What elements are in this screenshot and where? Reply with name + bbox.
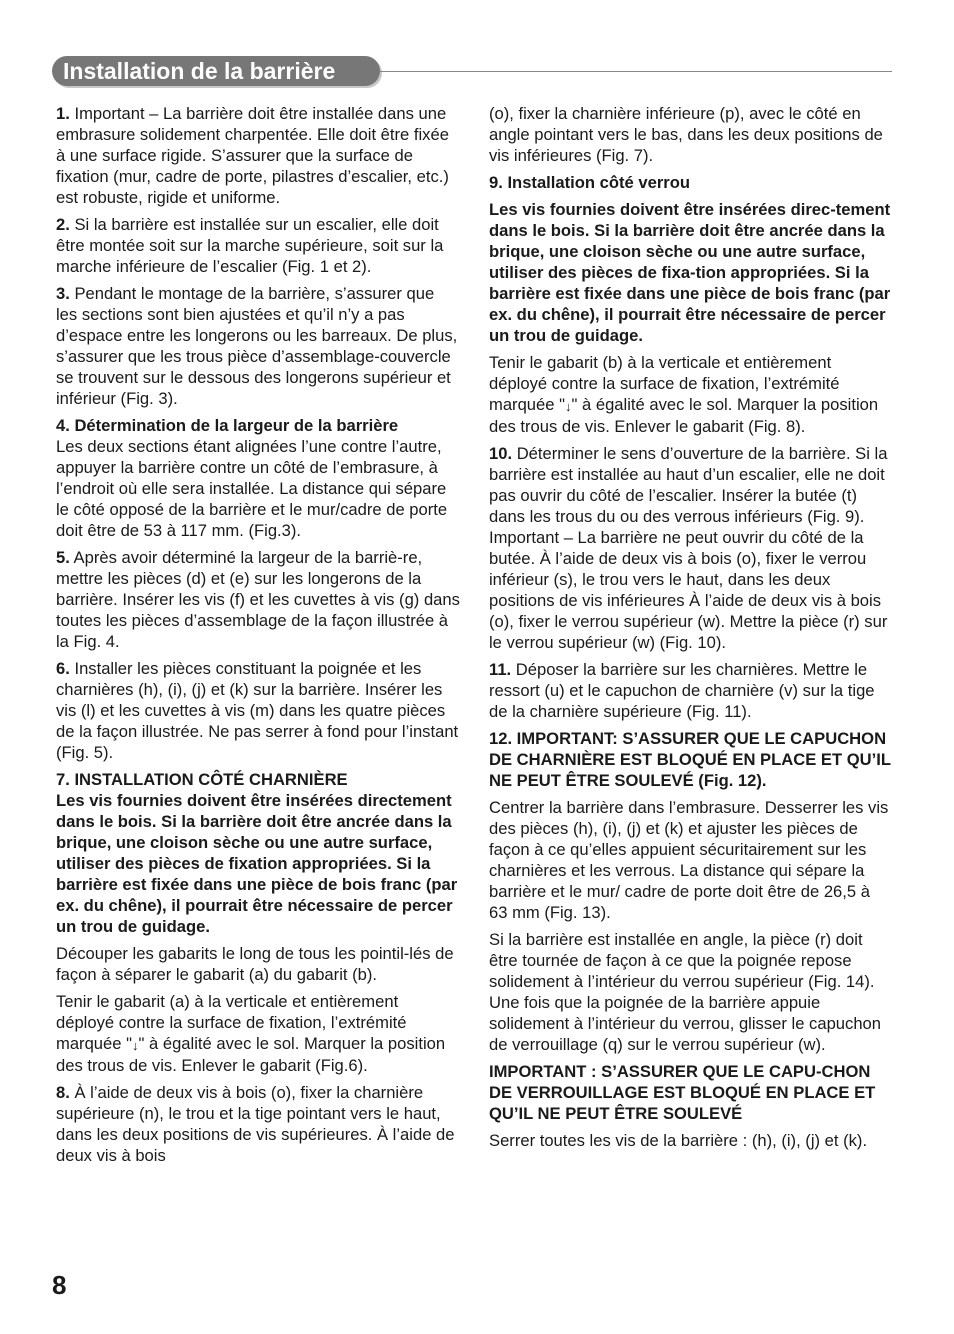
step-text: À l’aide de deux vis à bois (o), fixer la charnière supérieure (n), le trou et la tige pointant vers le haut, dans les deux positions de vis supérieures. À l’aide de deux vis à bois: [56, 1083, 455, 1165]
step-text: Tenir le gabarit (b) à la verticale et entièrement déployé contre la surface de fixation, l’extrémité marquée ": [489, 353, 840, 414]
step-number: 3.: [56, 284, 70, 303]
step-text: Tenir le gabarit (a) à la verticale et entièrement déployé contre la surface de fixation, l’extrémité marquée ": [56, 992, 407, 1053]
down-arrow-icon: ↓: [132, 1038, 139, 1053]
step-9-warning: Les vis fournies doivent être insérées direc-tement dans le bois. Si la barrière doit être ancrée dans la brique, une cloison sèche ou une autre surface, utiliser des pièces de fixa-tion appropriées. Si la barrière est fixée dans une pièce de bois franc (par ex. du chêne), il pourrait être nécessaire de percer un trou de guidage.: [489, 200, 891, 345]
step-number: 1.: [56, 104, 70, 123]
step-12-centering: Centrer la barrière dans l’embrasure. Desserrer les vis des pièces (h), (i), (j) et (k) et ajuster les pièces de façon à ce qu’elles appuient sécuritairement sur les charnières et les verrous. La distance qui sépare la barrière et le mur/ cadre de porte doit être de 26,5 à 63 mm (Fig. 13).: [489, 798, 889, 922]
step-heading: 9. Installation côté verrou: [489, 173, 691, 192]
step-number: 10.: [489, 444, 513, 463]
step-text: Installer les pièces constituant la poignée et les charnières (h), (i), (j) et (k) sur la barrière. Insérer les vis (l) et les cuvettes à vis (m) dans les quatre pièces de la façon illustrée. Ne pas serrer à fond pour l’instant (Fig. 5).: [56, 659, 459, 762]
step-5: [56, 547, 460, 652]
section-header: [52, 56, 892, 86]
step-text: Pendant le montage de la barrière, s’assurer que les sections sont bien ajustées et qu’il n’y a pas d’espace entre les longerons ou les barreaux. De plus, s’assurer que les trous pièce d’assemblage-couvercle se trouvent sur le dessous des longerons supérieur et inférieur (Fig. 3).: [56, 284, 458, 408]
step-warning: Les vis fournies doivent être insérées directement dans le bois. Si la barrière doit être ancrée dans la brique, une cloison sèche ou une autre surface, utiliser des pièces de fixation appropriées. Si la barrière est fixée dans une pièce de bois franc (par ex. du chêne), il pourrait être nécessaire de percer un trou de guidage.: [56, 791, 458, 936]
step-heading: 4. Détermination de la largeur de la barrière: [56, 416, 399, 435]
step-3: [56, 283, 460, 409]
step-1: [56, 103, 460, 208]
step-number: 2.: [56, 215, 70, 234]
step-10: [489, 443, 893, 653]
important-notice: IMPORTANT : S’ASSURER QUE LE CAPU-CHON DE VERROUILLAGE EST BLOQUÉ EN PLACE ET QU’IL NE PEUT ÊTRE SOULEVÉ: [489, 1062, 876, 1123]
step-6: [56, 658, 460, 763]
header-rule: [380, 71, 892, 72]
step-text: Déposer la barrière sur les charnières. Mettre le ressort (u) et le capuchon de charnière (v) sur la tige de la charnière supérieure (Fig. 11).: [489, 660, 875, 721]
step-text: Si la barrière est installée sur un escalier, elle doit être montée soit sur la marche supérieure, soit sur la marche inférieure de l’escalier (Fig. 1 et 2).: [56, 215, 444, 276]
title-tab: [52, 56, 380, 86]
step-number: 5.: [56, 548, 70, 567]
left-column: [56, 103, 460, 1172]
step-8: [56, 1082, 460, 1166]
step-number: 6.: [56, 659, 70, 678]
step-7: [56, 769, 460, 937]
step-11: [489, 659, 893, 722]
step-12-angle: Si la barrière est installée en angle, la pièce (r) doit être tournée de façon à ce que la poignée repose solidement à l’intérieur du verrou supérieur (Fig. 14). Une fois que la poignée de la barrière appuie solidement à l’intérieur du verrou, glisser le capuchon de verrouillage (q) sur le verrou supérieur (w).: [489, 930, 882, 1054]
step-7-cut-templates: Découper les gabarits le long de tous les pointil-lés de façon à séparer le gabarit (a) du gabarit (b).: [56, 944, 454, 984]
step-7-template-a: [56, 991, 460, 1076]
step-heading: 7. INSTALLATION CÔTÉ CHARNIÈRE: [56, 770, 348, 789]
page-number: 8: [52, 1270, 67, 1300]
page-title: Installation de la barrière: [63, 58, 336, 84]
step-text: Déterminer le sens d’ouverture de la barrière. Si la barrière est installée au haut d’un escalier, elle ne doit pas ouvrir du côté de l’escalier. Insérer la butée (t) dans les trous du ou des verrous inférieurs (Fig. 9). Important – La barrière ne peut ouvrir du côté de la butée. À l’aide de deux vis à bois (o), fixer le verrou inférieur (s), le trou vers le haut, dans les deux positions de vis inférieures À l’aide de deux vis à bois (o), fixer le verrou supérieur (w). Mettre la pièce (r) sur le verrou supérieur (w) (Fig. 10).: [489, 444, 888, 652]
step-8-continued: (o), fixer la charnière inférieure (p), avec le côté en angle pointant vers le bas, dans les deux positions de vis inférieures (Fig. 7).: [489, 104, 883, 165]
step-12: 12. IMPORTANT: S’ASSURER QUE LE CAPUCHON DE CHARNIÈRE EST BLOQUÉ EN PLACE ET QU’IL NE PEUT ÊTRE SOULEVÉ (Fig. 12).: [489, 729, 891, 790]
step-text: Les deux sections étant alignées l’une contre l’autre, appuyer la barrière contre un côté de l’embrasure, à l’endroit où elle sera installée. La distance qui sépare le côté opposé de la barrière et le mur/cadre de porte doit être de 53 à 117 mm. (Fig.3).: [56, 437, 448, 540]
step-text: Après avoir déterminé la largeur de la barriè-re, mettre les pièces (d) et (e) sur les longerons de la barrière. Insérer les vis (f) et les cuvettes à vis (g) dans toutes les pièces d’assemblage de la façon illustrée à la Fig. 4.: [56, 548, 460, 651]
final-step: Serrer toutes les vis de la barrière : (h), (i), (j) et (k).: [489, 1131, 868, 1150]
step-4: [56, 415, 460, 541]
down-arrow-icon: ↓: [565, 399, 572, 414]
right-column: [489, 103, 893, 1157]
step-text: Important – La barrière doit être installée dans une embrasure solidement charpentée. Elle doit être fixée à une surface rigide. S’assurer que la surface de fixation (mur, cadre de porte, pilastres d’escalier, etc.) est robuste, rigide et uniforme.: [56, 104, 449, 207]
step-text: " à égalité avec le sol. Marquer la position des trous de vis. Enlever le gabarit (Fig. 8).: [489, 395, 879, 436]
step-9-template-b: [489, 352, 893, 437]
step-2: [56, 214, 460, 277]
step-number: 11.: [489, 660, 512, 679]
step-text: " à égalité avec le sol. Marquer la position des trous de vis. Enlever le gabarit (Fig.6).: [56, 1034, 446, 1075]
step-9: [489, 172, 893, 193]
step-number: 8.: [56, 1083, 70, 1102]
